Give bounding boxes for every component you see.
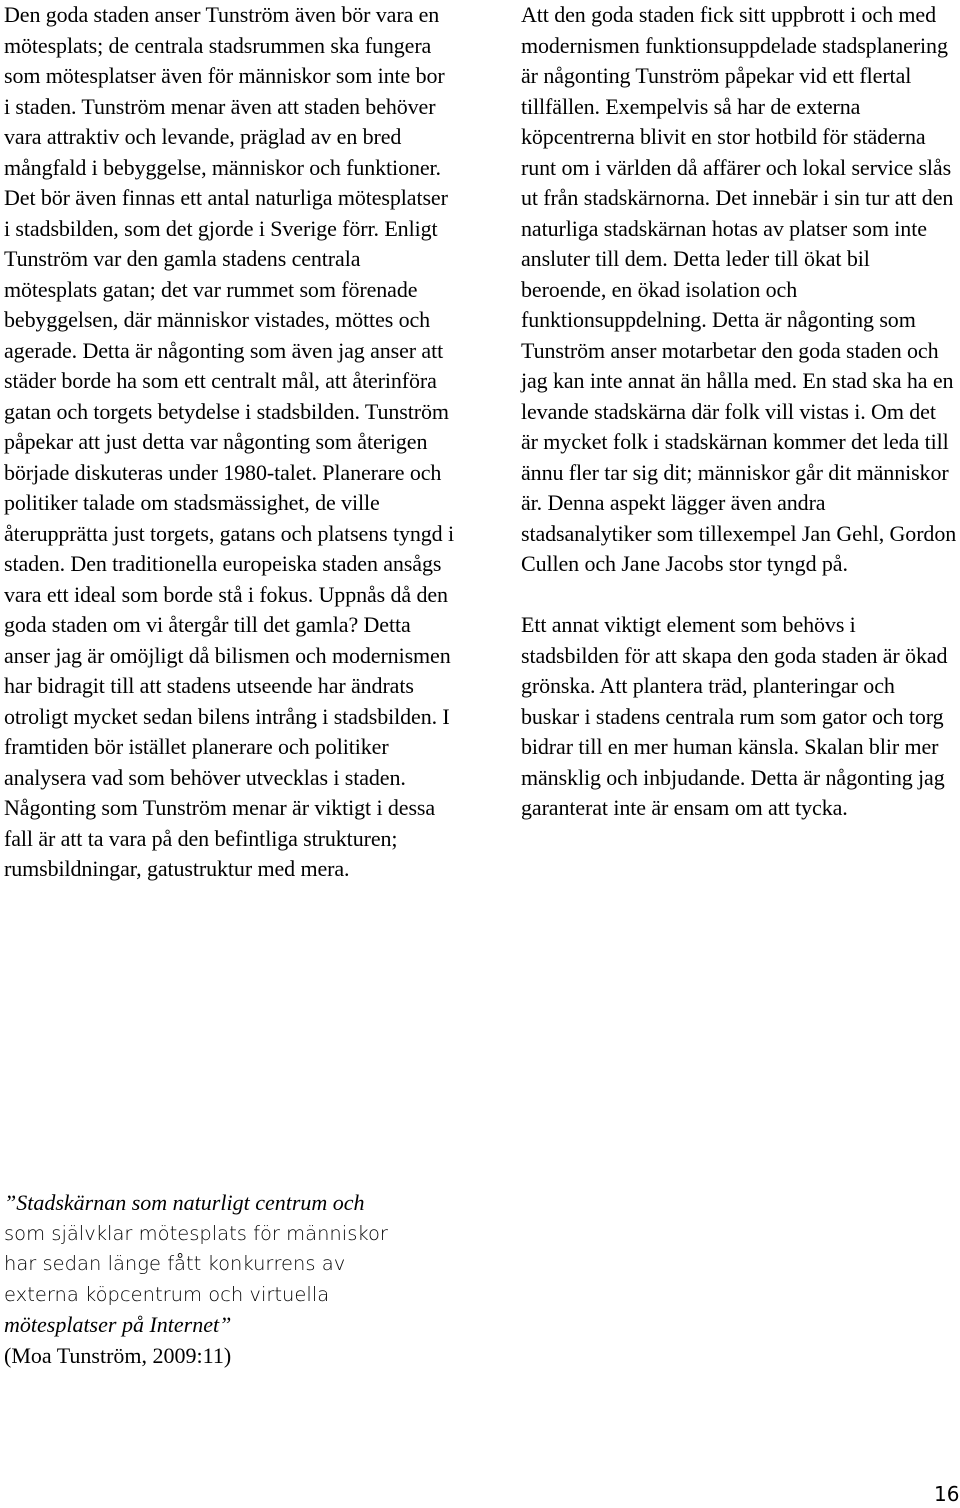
text-line: levande, präglad av en bred mångfald i	[4, 124, 402, 180]
text-line: var den gamla stadens centrala	[93, 246, 361, 271]
text-line: politiker analysera vad som behöver	[4, 734, 389, 790]
text-line: staden ansågs vara ett ideal som borde	[4, 551, 442, 607]
right-paragraph-1	[521, 0, 957, 580]
text-line: är ökad grönska. Att plantera träd,	[521, 642, 948, 698]
left-column-text	[4, 0, 454, 885]
text-line: stadsmässighet, de ville återupprätta just	[4, 490, 380, 546]
text-line: bebyggelse, människor och funktioner.	[103, 154, 441, 180]
text-line: Cullen och Jane Jacobs stor tyngd på.	[521, 551, 848, 576]
text-line: är någonting som Tunström anser	[521, 307, 916, 363]
text-line: hotbild för städerna runt om i världen då	[521, 124, 926, 180]
text-line: leder till ökat bil beroende, en ökad	[521, 246, 870, 302]
right-paragraph-2	[521, 610, 957, 824]
text-line: Den goda staden anser Tunström även	[4, 2, 336, 27]
text-line: som tillexempel Jan Gehl, Gordon	[656, 520, 957, 546]
text-line: platser som inte ansluter till dem. Detta	[521, 215, 927, 271]
text-line: en levande stadskärna där folk vill vistas	[521, 368, 954, 424]
text-line: rumsbildningar, gatustruktur med mera.	[4, 856, 350, 881]
text-line: återinföra gatan och torgets betydelse i	[4, 368, 437, 424]
text-line: någonting Tunström påpekar vid ett	[543, 63, 855, 88]
text-line: människor går dit människor är. Denna	[521, 459, 949, 515]
text-line: flertal tillfällen. Exempelvis så har de	[521, 63, 912, 119]
text-line: Det bör även finnas ett antal naturliga	[4, 185, 333, 210]
text-line: stadsbilden. Tunström påpekar att just	[4, 398, 449, 454]
text-line: isolation och funktionsuppdelning. Detta	[521, 276, 798, 332]
text-line: borde ha som ett centralt mål, att	[61, 368, 347, 393]
text-line: framtiden bör istället planerare och	[4, 734, 310, 759]
page-number: 16	[934, 1482, 960, 1506]
text-line: kommer det leda till ännu fler tar sig dit;	[521, 429, 949, 485]
text-line: i. Om det är mycket folk i stadskärnan	[521, 398, 936, 454]
text-line: någonting som även jag anser att städer	[4, 337, 444, 393]
text-line: stadsrummen ska fungera som	[4, 32, 432, 88]
text-line: bör vara en mötesplats; de centrala	[4, 2, 440, 58]
text-line: modernismen har bidragit till att stadens	[4, 642, 451, 698]
text-line: den naturliga stadskärnan hotas av	[521, 185, 954, 241]
text-line: motarbetar den goda staden och jag kan	[521, 337, 939, 393]
text-line: mer mänsklig och inbjudande. Detta är	[521, 734, 939, 790]
text-line: Ett annat viktigt element som behövs i	[521, 612, 856, 637]
text-line: mötesplats gatan; det var rummet som	[4, 276, 336, 302]
text-line: stadskärnorna. Det innebär i sin tur att	[583, 185, 917, 210]
text-line: staden. Den traditionella europeiska	[4, 551, 317, 576]
text-line: mötesplatser även för människor som	[45, 63, 373, 88]
text-line: om att tycka.	[734, 795, 848, 820]
text-line: Planerare och politiker talade om	[4, 459, 442, 515]
quote-line: mötesplatser på Internet”	[4, 1312, 232, 1337]
text-line: torgets, gatans och platsens tyngd i	[150, 520, 454, 546]
text-line: aspekt lägger även andra stadsanalytiker	[521, 490, 826, 546]
text-line: om vi återgår till det gamla? Detta anser	[4, 612, 411, 668]
text-line: mötesplatser i stadsbilden, som det	[4, 185, 448, 241]
text-line: detta var någonting som återigen	[142, 429, 428, 454]
block-quote	[4, 1188, 464, 1371]
text-line: vistades, möttes och agerade. Detta är	[4, 307, 431, 363]
text-line: Att den goda staden fick sitt uppbrott i	[521, 2, 857, 27]
text-line: planteringar och buskar i stadens	[521, 673, 895, 729]
text-line: utseende har ändrats otroligt mycket	[4, 673, 414, 729]
text-line: centrala rum som gator och torg bidrar	[521, 703, 944, 759]
text-line: inte bor i staden. Tunström menar även	[4, 63, 445, 119]
text-line: och med modernismen	[521, 2, 936, 58]
right-column-text	[521, 0, 957, 824]
text-line: någonting jag garanterat inte är ensam	[521, 764, 945, 820]
text-line: stå i fokus. Uppnås då den goda staden	[4, 581, 448, 637]
text-line: förenade bebyggelsen, där människor	[4, 276, 418, 332]
quote-line: som självklar mötesplats för människor	[4, 1221, 388, 1245]
text-line: affärer och lokal service slås ut från	[521, 154, 952, 210]
text-line: att ta vara på den befintliga strukturen;	[60, 825, 398, 851]
text-line: började diskuteras under 1980-talet.	[4, 459, 317, 485]
quote-line: har sedan länge fått konkurrens av	[4, 1252, 346, 1275]
left-paragraph	[4, 0, 454, 885]
text-line: till en mer human känsla. Skalan blir	[578, 734, 900, 759]
text-line: inte annat än hålla med. En stad ska ha	[589, 368, 928, 393]
quote-line: externa köpcentrum och virtuella	[4, 1282, 330, 1306]
quote-line: ”Stadskärnan som naturligt centrum och	[4, 1190, 365, 1215]
text-line: sedan bilens intrång i stadsbilden. I	[142, 703, 450, 729]
text-line: stadsbilden för att skapa den goda staden	[521, 642, 878, 668]
text-line: utvecklas i staden. Någonting som	[4, 764, 406, 820]
quote-citation: (Moa Tunström, 2009:11)	[4, 1342, 232, 1368]
text-line: Tunström menar är viktigt i dessa fall är	[4, 795, 436, 851]
text-line: att staden behöver vara attraktiv och	[4, 93, 436, 149]
text-line: jag är omöjligt då bilismen och	[55, 642, 327, 668]
text-line: gjorde i Sverige förr. Enligt Tunström	[4, 215, 438, 271]
text-line: externa köpcentrerna blivit en stor	[521, 93, 861, 149]
text-line: funktionsuppdelade stadsplanering är	[521, 32, 948, 88]
